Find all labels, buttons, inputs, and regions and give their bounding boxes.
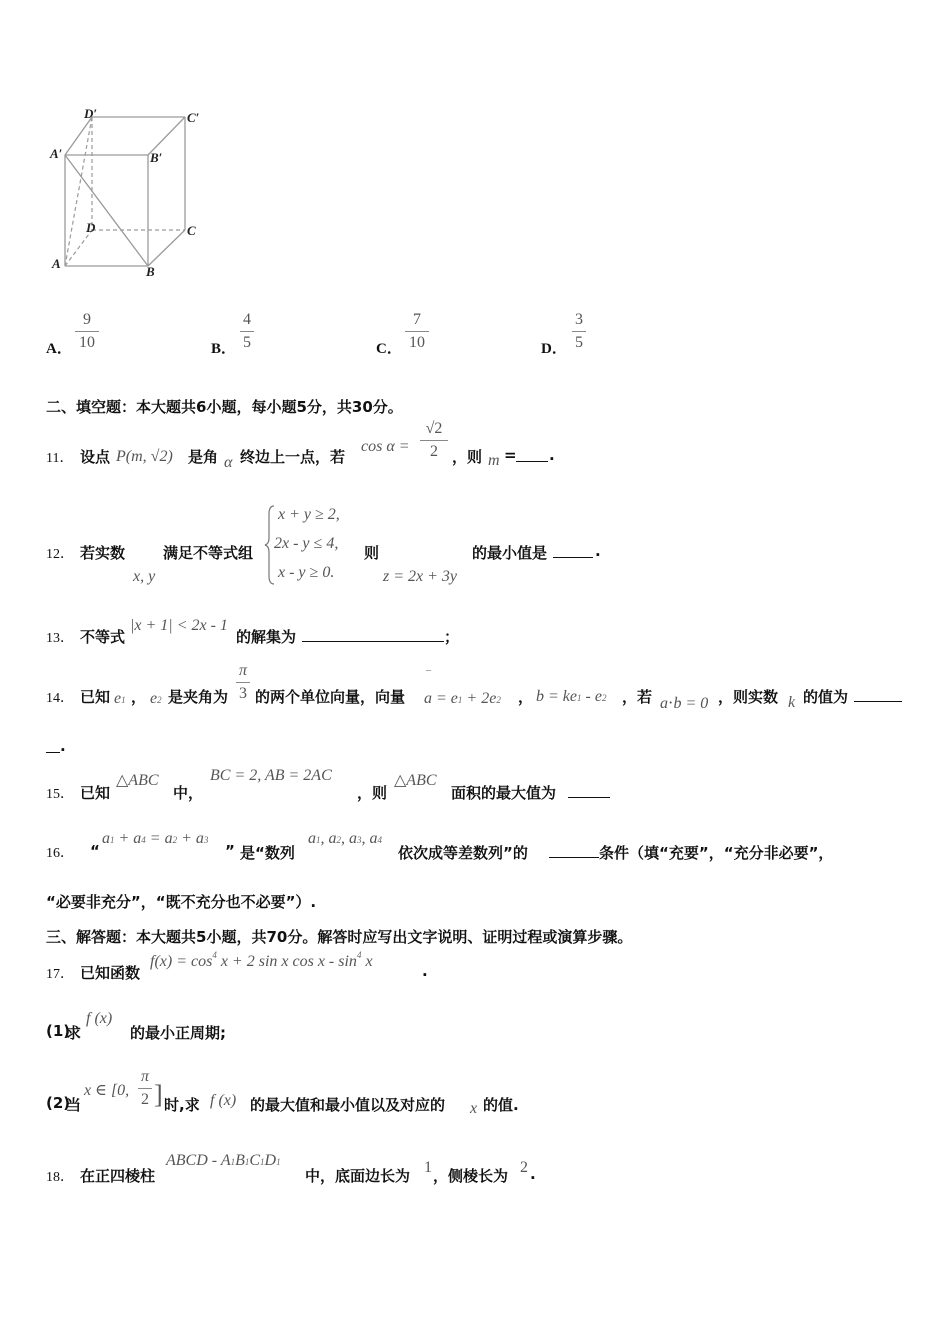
q17-part2-text-3: 的最大值和最小值以及对应的	[250, 1096, 446, 1114]
section-2-heading: 二、填空题：本大题共6小题，每小题5分，共30分。	[46, 398, 403, 416]
q12-constraint-1: x + y ≥ 2,	[278, 506, 340, 523]
q14-number: 14．	[46, 691, 74, 706]
q11-point: P(m, √2)	[116, 448, 173, 465]
q14-text-2: 是夹角为	[168, 688, 229, 706]
q18-base-length: 1	[424, 1159, 432, 1176]
q18-prism-name: ABCD - A1B1C1D1	[166, 1152, 281, 1169]
edge-b-c	[148, 230, 185, 266]
q11-text-3: 终边上一点，若	[240, 448, 346, 466]
diag-aprime-b	[65, 155, 148, 266]
q14-end: .	[60, 737, 66, 755]
q17-text-1: 已知函数	[80, 964, 141, 982]
label-bprime: B′	[150, 150, 163, 165]
q14-dot-product: a⋅b = 0	[660, 695, 709, 712]
q16-text-3: 条件（填“充要”，“充分非必要”，	[599, 844, 834, 862]
q14-text-1: 已知	[80, 688, 111, 706]
q15-answer-blank[interactable]	[568, 782, 610, 798]
option-c-letter: C．	[376, 341, 402, 357]
q13-text-1: 不等式	[80, 628, 126, 646]
q18-text-3: ，侧棱长为	[433, 1167, 509, 1185]
q11-equals: =	[504, 446, 517, 464]
q17-number: 17．	[46, 967, 74, 982]
q17-part2-f: f (x)	[210, 1092, 237, 1109]
edge-a-d	[65, 230, 92, 266]
q14-answer-blank-2[interactable]	[46, 737, 60, 753]
q17-part2-text-2: 时,求	[164, 1096, 200, 1114]
q16-text-2: 依次成等差数列”的	[398, 844, 528, 862]
q12-constraint-2: 2x - y ≤ 4,	[274, 535, 339, 552]
q12-text-3: 则	[364, 544, 380, 562]
q16-number: 16．	[46, 846, 74, 861]
q17-part2-x: x	[470, 1100, 478, 1117]
q14-text-3: 的两个单位向量，向量	[255, 688, 406, 706]
q12-answer-blank[interactable]	[553, 542, 593, 558]
q11-alpha: α	[224, 454, 233, 471]
q15-text-3: ，则	[357, 784, 388, 802]
q15-text-1: 已知	[80, 784, 111, 802]
q17-function: $f(x) = \cos^4 x + 2$ sin x cos x - $\sin^4 x$	[150, 950, 373, 970]
q11-text-4: ，则	[452, 448, 483, 466]
q12-text-1: 若实数	[80, 544, 126, 562]
q16-close-quote: ”	[225, 842, 235, 860]
q13-end: ；	[444, 628, 460, 646]
q14-k: k	[788, 694, 796, 711]
q15-text-2: 中，	[173, 784, 204, 802]
q17-part2-text-1: 当	[66, 1096, 82, 1114]
q13-number: 13．	[46, 631, 74, 646]
label-cprime: C′	[187, 110, 200, 125]
q15-text-4: 面积的最大值为	[451, 784, 557, 802]
q18-text-2: 中，底面边长为	[305, 1167, 411, 1185]
q11-number: 11．	[46, 451, 74, 466]
option-a-fraction: 9 10	[75, 311, 99, 352]
option-c-fraction: 7 10	[405, 311, 429, 352]
q18-text-1: 在正四棱柱	[80, 1167, 156, 1185]
q14-text-4: ，若	[622, 688, 653, 706]
option-a-letter: A．	[46, 341, 72, 357]
q16-text-1: 是“数列	[240, 844, 295, 862]
q14-text-5: ，则实数	[718, 688, 779, 706]
q14-comma-2: ，	[518, 688, 534, 706]
q16-open-quote: “	[90, 842, 100, 860]
q11-answer-blank[interactable]	[516, 446, 548, 462]
q12-constraint-3: x - y ≥ 0.	[278, 564, 335, 581]
q14-vector-b: b = ke1 - e2	[536, 688, 607, 705]
label-b: B	[146, 264, 155, 279]
q17-part1-text-1: 求	[66, 1024, 82, 1042]
q17-end: .	[422, 962, 428, 980]
option-d-fraction: 3 5	[572, 311, 586, 352]
q11-m: m	[488, 452, 500, 469]
q13-text-2: 的解集为	[236, 628, 297, 646]
section-3-heading: 三、解答题：本大题共5小题，共70分。解答时应写出文字说明、证明过程或演算步骤。	[46, 928, 633, 946]
option-d-letter: D．	[541, 341, 567, 357]
q12-text-4: 的最小值是	[472, 544, 548, 562]
q11-text-1: 设点	[80, 448, 111, 466]
q11-fraction: √2 2	[420, 420, 448, 461]
q12-vars: x, y	[133, 568, 156, 585]
q16-text-line-2: “必要非充分”，“既不充分也不必要”）.	[46, 893, 317, 911]
diag-a-dprime	[65, 117, 92, 266]
q15-triangle-2: △ABC	[394, 772, 437, 789]
q15-triangle-1: △ABC	[116, 772, 159, 789]
q16-answer-blank[interactable]	[549, 842, 599, 858]
q13-answer-blank[interactable]	[302, 626, 444, 642]
q14-e1: e1	[114, 690, 126, 707]
label-aprime: A′	[50, 146, 63, 161]
q14-a-arrow: ¯	[426, 670, 431, 681]
q18-lateral-length: 2	[520, 1159, 528, 1176]
q12-text-2: 满足不等式组	[163, 544, 254, 562]
q17-part2-label: (2)	[46, 1094, 71, 1112]
q17-part2-range-left: x ∈ [0,	[84, 1082, 130, 1099]
q18-number: 18．	[46, 1170, 74, 1185]
q14-e2: e2	[150, 690, 162, 707]
option-b-fraction: 4 5	[240, 311, 254, 352]
label-d: D	[86, 220, 96, 235]
q11-cos: cos α =	[361, 438, 410, 455]
q12-end: .	[595, 542, 601, 560]
edge-aprime-dprime	[65, 117, 92, 155]
q11-text-2: 是角	[188, 448, 219, 466]
q17-part1-f: f (x)	[86, 1010, 113, 1027]
q14-answer-blank-1[interactable]	[854, 686, 902, 702]
q13-inequality: |x + 1| < 2x - 1	[130, 617, 228, 634]
option-b-letter: B．	[211, 341, 237, 357]
prism-figure	[40, 100, 220, 285]
q17-part1-text-2: 的最小正周期;	[130, 1024, 226, 1042]
q17-part1-label: (1)	[46, 1022, 71, 1040]
label-dprime: D′	[84, 106, 98, 121]
q16-sequence: a1, a2, a3, a4	[308, 830, 382, 847]
q12-number: 12．	[46, 547, 74, 562]
q16-expression: a1 + a4 = a2 + a3	[102, 830, 209, 847]
q14-pi-over-3: π 3	[236, 662, 250, 703]
q11-end: .	[549, 446, 555, 464]
q18-end: .	[530, 1165, 536, 1183]
q17-part2-range-right: ]	[154, 1080, 163, 1109]
q14-vector-a: a = e1 + 2e2	[424, 690, 501, 707]
q17-part2-pi-over-2: π 2	[138, 1068, 152, 1109]
q14-text-6: 的值为	[803, 688, 849, 706]
q17-part2-text-4: 的值.	[483, 1096, 519, 1114]
q12-objective: z = 2x + 3y	[383, 568, 458, 585]
label-a: A	[52, 256, 61, 271]
q14-comma-1: ，	[131, 688, 147, 706]
label-c: C	[187, 223, 196, 238]
q15-number: 15．	[46, 787, 74, 802]
q15-condition: BC = 2, AB = 2AC	[210, 767, 332, 784]
